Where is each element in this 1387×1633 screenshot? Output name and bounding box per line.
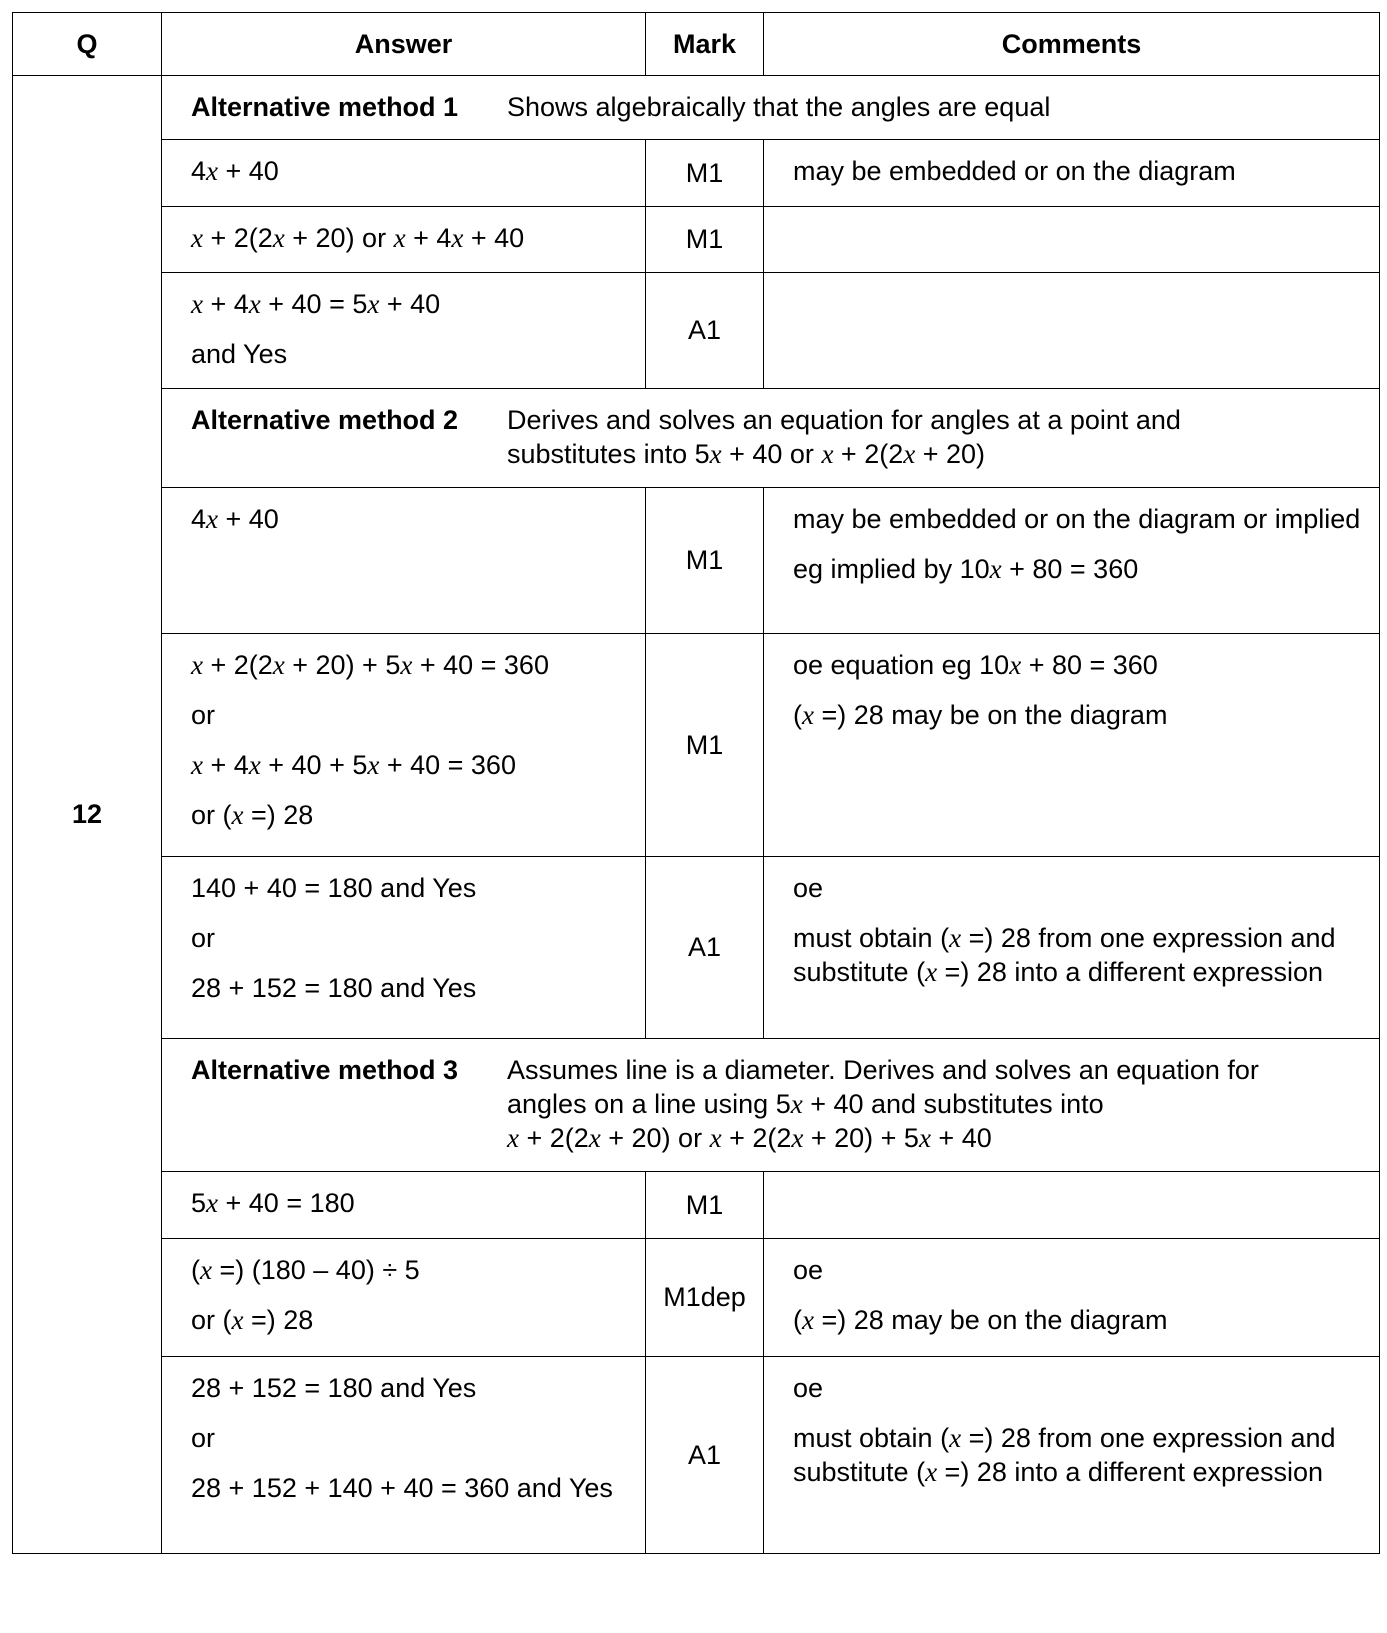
comments-cell — [764, 140, 1380, 207]
table-row — [13, 140, 1380, 207]
comments-cell — [764, 634, 1380, 857]
method-description-line: angles on a line using 5x + 40 and substitutes into — [507, 1089, 1104, 1119]
answer-line: x + 4x + 40 + 5x + 40 = 360 — [191, 750, 516, 780]
table-row — [13, 273, 1380, 389]
answer-line: and Yes — [191, 339, 288, 369]
comment-line: oe equation eg 10x + 80 = 360 — [793, 650, 1158, 680]
method-description — [507, 403, 1363, 471]
comment-line: may be embedded or on the diagram — [793, 156, 1236, 186]
method-description-line: Shows algebraically that the angles are equal — [507, 92, 1051, 122]
answer-line: (x =) (180 – 40) ÷ 5 — [191, 1255, 420, 1285]
answer-line: 28 + 152 = 180 and Yes — [191, 1373, 477, 1403]
comments-cell — [764, 207, 1380, 273]
method-label: Alternative method 1 — [191, 92, 459, 122]
comments-cell — [764, 1239, 1380, 1357]
mark-cell: M1 — [646, 488, 764, 634]
method-1-heading — [162, 76, 1380, 140]
answer-cell — [162, 207, 646, 273]
method-description-line: Assumes line is a diameter. Derives and solves an equation for — [507, 1055, 1259, 1085]
answer-line: or — [191, 1423, 216, 1453]
answer-cell — [162, 488, 646, 634]
question-number: 12 — [13, 76, 162, 1554]
mark-cell: M1 — [646, 1172, 764, 1239]
mark-cell: A1 — [646, 273, 764, 389]
method-label: Alternative method 3 — [191, 1055, 459, 1085]
method-1-header-row — [13, 76, 1380, 140]
method-2-header-row — [13, 389, 1380, 488]
answer-line: 28 + 152 = 180 and Yes — [191, 973, 477, 1003]
header-answer: Answer — [162, 13, 646, 76]
answer-cell — [162, 857, 646, 1039]
answer-line: or — [191, 923, 216, 953]
header-row — [13, 13, 1380, 76]
answer-line: x + 4x + 40 = 5x + 40 — [191, 289, 441, 319]
comment-line: eg implied by 10x + 80 = 360 — [793, 554, 1139, 584]
answer-line: 4x + 40 — [191, 504, 279, 534]
table-row — [13, 857, 1380, 1039]
comments-cell — [764, 1357, 1380, 1554]
header-comments: Comments — [764, 13, 1380, 76]
method-description-line: substitutes into 5x + 40 or x + 2(2x + 20) — [507, 439, 985, 469]
answer-cell — [162, 273, 646, 389]
method-label: Alternative method 2 — [191, 405, 459, 435]
answer-line: or (x =) 28 — [191, 800, 314, 830]
comment-line: must obtain (x =) 28 from one expression and substitute (x =) 28 into a different expression — [793, 1423, 1336, 1487]
table-row — [13, 207, 1380, 273]
comments-cell — [764, 488, 1380, 634]
mark-scheme-page — [12, 12, 1380, 1554]
answer-cell — [162, 140, 646, 207]
answer-line: 5x + 40 = 180 — [191, 1188, 355, 1218]
comment-line: oe — [793, 873, 824, 903]
answer-cell — [162, 1239, 646, 1357]
mark-cell: M1 — [646, 207, 764, 273]
comment-line: (x =) 28 may be on the diagram — [793, 700, 1168, 730]
header-mark: Mark — [646, 13, 764, 76]
method-2-heading — [162, 389, 1380, 488]
answer-line: x + 2(2x + 20) + 5x + 40 = 360 — [191, 650, 549, 680]
answer-line: or (x =) 28 — [191, 1305, 314, 1335]
comments-cell — [764, 273, 1380, 389]
mark-cell: M1dep — [646, 1239, 764, 1357]
comment-line: (x =) 28 may be on the diagram — [793, 1305, 1168, 1335]
comment-line: may be embedded or on the diagram or implied — [793, 504, 1361, 534]
answer-line: or — [191, 700, 216, 730]
table-row — [13, 1172, 1380, 1239]
method-description-line: Derives and solves an equation for angles at a point and — [507, 405, 1181, 435]
answer-line: x + 2(2x + 20) or x + 4x + 40 — [191, 223, 525, 253]
table-row — [13, 634, 1380, 857]
answer-cell — [162, 1172, 646, 1239]
header-q: Q — [13, 13, 162, 76]
mark-cell: M1 — [646, 634, 764, 857]
comment-line: must obtain (x =) 28 from one expression and substitute (x =) 28 into a different expression — [793, 923, 1336, 987]
method-description — [507, 90, 1363, 124]
comments-cell — [764, 857, 1380, 1039]
comment-line: oe — [793, 1373, 824, 1403]
method-3-header-row — [13, 1039, 1380, 1172]
mark-cell: M1 — [646, 140, 764, 207]
answer-cell — [162, 634, 646, 857]
mark-cell: A1 — [646, 1357, 764, 1554]
mark-scheme-table — [12, 12, 1380, 1554]
comment-line: oe — [793, 1255, 824, 1285]
method-description-line: x + 2(2x + 20) or x + 2(2x + 20) + 5x + 40 — [507, 1123, 992, 1153]
method-3-heading — [162, 1039, 1380, 1172]
table-row — [13, 1239, 1380, 1357]
answer-line: 140 + 40 = 180 and Yes — [191, 873, 477, 903]
table-row — [13, 1357, 1380, 1554]
answer-line: 28 + 152 + 140 + 40 = 360 and Yes — [191, 1473, 613, 1503]
table-row — [13, 488, 1380, 634]
answer-line: 4x + 40 — [191, 156, 279, 186]
method-description — [507, 1053, 1363, 1155]
mark-cell: A1 — [646, 857, 764, 1039]
answer-cell — [162, 1357, 646, 1554]
comments-cell — [764, 1172, 1380, 1239]
